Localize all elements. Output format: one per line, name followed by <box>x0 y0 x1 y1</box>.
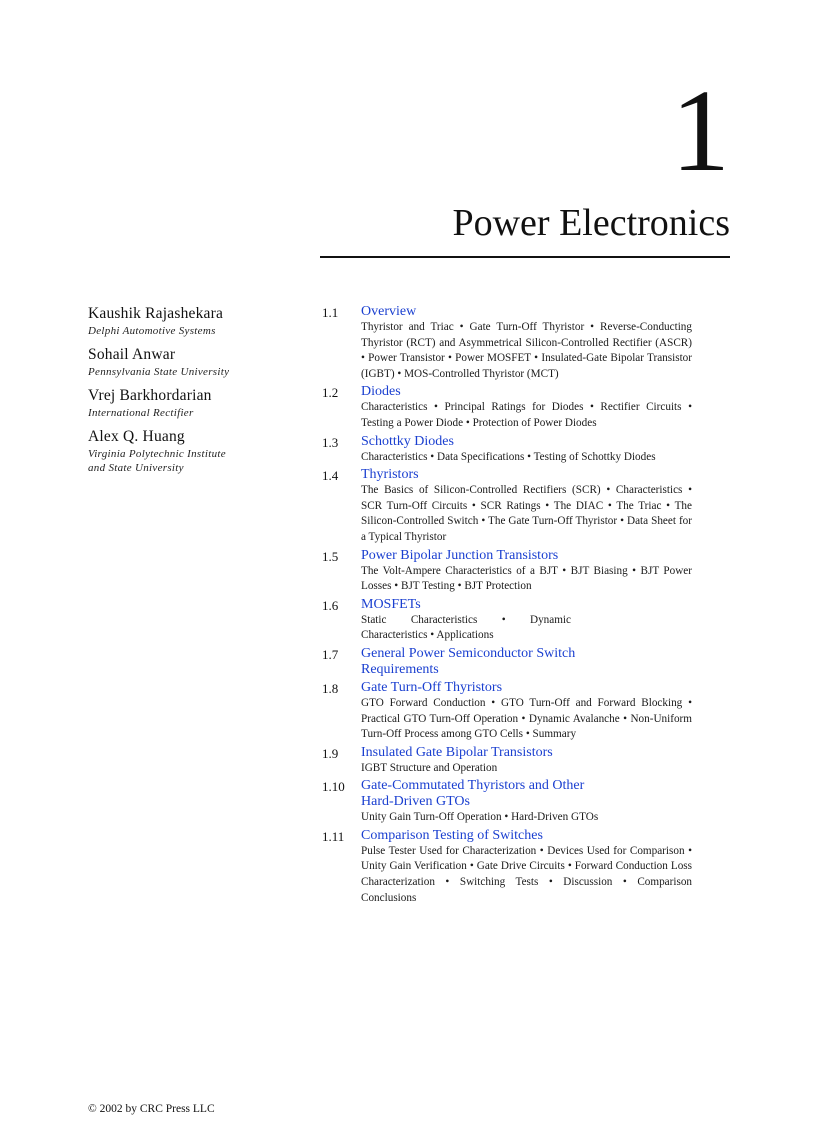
toc-topic: SCR Ratings <box>480 499 541 512</box>
toc-topic: BJT Testing <box>400 580 455 593</box>
toc-section-number: 1.3 <box>322 434 339 450</box>
toc-section-number: 1.8 <box>322 680 339 696</box>
toc-entry <box>322 597 692 644</box>
toc-topic: The Gate Turn-Off Thyristor <box>488 515 618 528</box>
toc-topic: Static Characteristics <box>361 613 478 626</box>
toc-topic: Unity Gain Verification <box>361 860 467 873</box>
toc-section-link[interactable]: Gate Turn-Off Thyristors <box>361 679 503 695</box>
toc-topic: Principal Ratings for Diodes <box>444 401 584 414</box>
toc-section-link[interactable]: Overview <box>361 304 417 319</box>
toc-section-link[interactable]: MOSFETs <box>361 596 421 612</box>
toc-topic: Devices Used for Comparison <box>547 844 685 857</box>
toc-topics: Pulse Tester Used for Characterization • Devices Used for Comparison • Unity Gain Verification • Gate Drive Circuits • Forward Conduction Loss Characterization • Switching Tests • Discussion • Comparison Conclusions <box>361 844 693 904</box>
toc-topic: GTO Turn-Off and Forward Blocking <box>501 696 683 709</box>
toc-entry <box>322 384 692 431</box>
author-affiliation <box>88 447 308 475</box>
toc-section-number: 1.5 <box>322 548 339 564</box>
toc-topic: Practical GTO Turn-Off Operation <box>361 712 519 725</box>
toc-entry <box>322 680 692 743</box>
toc-entry <box>322 745 692 777</box>
toc-section-link[interactable]: Diodes <box>361 384 401 400</box>
toc-entry <box>322 434 692 466</box>
toc-topics: The Volt-Ampere Characteristics of a BJT • BJT Biasing • BJT Power Losses • BJT Testing • BJT Protection <box>361 564 692 593</box>
toc-topic: Testing of Schottky Diodes <box>533 450 656 463</box>
toc-topics: Characteristics • Data Specifications • Testing of Schottky Diodes <box>361 450 656 463</box>
toc-section-link[interactable]: Insulated Gate Bipolar Transistors <box>361 744 553 760</box>
toc-topic: MOS-Controlled Thyristor (MCT) <box>404 367 559 380</box>
toc-topic: Characteristics <box>361 401 428 414</box>
toc-topic: SCR Turn-Off Circuits <box>361 499 468 512</box>
title-rule <box>320 256 730 258</box>
toc-topic: Power Transistor <box>368 352 445 365</box>
toc-topic: The DIAC <box>553 499 604 512</box>
toc-entry <box>322 548 692 595</box>
toc-topic: BJT Power Losses <box>361 564 692 593</box>
author-affiliation-line: and State University <box>88 462 184 474</box>
toc-topic: Hard-Driven GTOs <box>511 811 599 824</box>
author-name: Alex Q. Huang <box>88 428 185 445</box>
author <box>88 345 308 379</box>
toc-topic: Forward Conduction Loss Characterization <box>361 860 693 889</box>
toc-topics: Static Characteristics • Dynamic Characteristics • Applications <box>361 613 572 642</box>
toc-section-number: 1.2 <box>322 385 339 401</box>
toc-section-number: 1.11 <box>322 828 345 844</box>
toc-section-number: 1.6 <box>322 597 339 613</box>
toc-topic: The Basics of Silicon-Controlled Rectifiers (SCR) <box>361 484 601 497</box>
toc-topics: Unity Gain Turn-Off Operation • Hard-Driven GTOs <box>361 811 599 824</box>
author <box>88 427 308 475</box>
table-of-contents <box>322 304 692 908</box>
toc-topic: Reverse-Conducting Thyristor (RCT) and Asymmetrical Silicon-Controlled Rectifier (ASCR) <box>361 321 692 349</box>
toc-section-link[interactable]: Thyristors <box>361 467 419 483</box>
toc-topic: Non-Uniform Turn-Off Process among GTO Cells <box>361 712 692 741</box>
toc-topic: BJT Protection <box>464 580 532 593</box>
toc-topic: Protection of Power Diodes <box>472 416 597 429</box>
toc-title-line: Requirements <box>361 661 439 677</box>
toc-topic: Characteristics <box>615 484 683 497</box>
toc-topic: Rectifier Circuits <box>600 401 682 414</box>
toc-topic: Data Specifications <box>437 450 525 463</box>
author-affiliation: Pennsylvania State University <box>88 366 230 378</box>
toc-section-number: 1.9 <box>322 745 339 761</box>
copyright-notice: © 2002 by CRC Press LLC <box>88 1103 215 1115</box>
toc-section-link[interactable] <box>361 646 692 678</box>
toc-topic: Thyristor and Triac <box>361 321 454 333</box>
toc-entry <box>322 467 692 545</box>
toc-topics: Characteristics • Principal Ratings for Diodes • Rectifier Circuits • Testing a Power Diode • Protection of Power Diodes <box>361 401 692 429</box>
toc-title-line: Gate-Commutated Thyristors and Other <box>361 778 585 794</box>
toc-topic: The Volt-Ampere Characteristics of a BJT <box>361 564 558 577</box>
toc-topic: Testing a Power Diode <box>361 416 464 429</box>
toc-topics: The Basics of Silicon-Controlled Rectifiers (SCR) • Characteristics • SCR Turn-Off Circuits • SCR Ratings • The DIAC • The Triac • The Silicon-Controlled Switch • The Gate Turn-Off Thyristor • Data Sheet for a Typical Thyristor <box>361 484 692 543</box>
toc-topic: The Triac <box>616 499 662 512</box>
toc-topic: Pulse Tester Used for Characterization <box>361 844 537 857</box>
author <box>88 386 308 420</box>
toc-topic: BJT Biasing <box>570 564 628 577</box>
toc-topic: Data Sheet for a Typical Thyristor <box>361 515 692 543</box>
toc-section-link[interactable] <box>361 778 692 810</box>
toc-topic: Power MOSFET <box>455 352 531 365</box>
toc-topic: Comparison Conclusions <box>361 876 693 904</box>
author <box>88 304 308 338</box>
toc-title-line: General Power Semiconductor Switch <box>361 645 576 661</box>
toc-section-number: 1.10 <box>322 779 345 795</box>
toc-topic: Characteristics <box>361 450 428 463</box>
toc-topic: IGBT Structure and Operation <box>361 761 498 774</box>
toc-topic: Discussion <box>563 876 613 889</box>
toc-entry <box>322 778 692 826</box>
chapter-number: 1 <box>671 65 730 196</box>
author-name: Sohail Anwar <box>88 346 176 363</box>
toc-topic: Gate Drive Circuits <box>476 860 565 873</box>
author-affiliation: Delphi Automotive Systems <box>88 325 216 337</box>
toc-section-link[interactable]: Schottky Diodes <box>361 433 454 449</box>
toc-title-line: Hard-Driven GTOs <box>361 794 470 810</box>
author-affiliation-line: Virginia Polytechnic Institute <box>88 448 226 460</box>
toc-section-link[interactable]: Comparison Testing of Switches <box>361 827 543 843</box>
toc-section-number: 1.7 <box>322 646 339 662</box>
author-name: Vrej Barkhordarian <box>88 387 212 404</box>
author-affiliation: International Rectifier <box>88 407 194 419</box>
toc-topic: GTO Forward Conduction <box>361 696 486 709</box>
toc-topic: Gate Turn-Off Thyristor <box>469 321 585 333</box>
toc-section-number: 1.4 <box>322 468 339 484</box>
toc-entry <box>322 828 692 906</box>
toc-topics: Thyristor and Triac • Gate Turn-Off Thyristor • Reverse-Conducting Thyristor (RCT) and Asymmetrical Silicon-Controlled Rectifier (ASCR) • Power Transistor • Power MOSFET • Insulated-Gate Bipolar Transistor (IGBT) • MOS-Controlled Thyristor (MCT) <box>361 321 692 380</box>
toc-entry <box>322 304 692 382</box>
author-list <box>88 304 308 482</box>
toc-topic: Insulated-Gate Bipolar Transistor (IGBT) <box>361 352 692 380</box>
toc-topic: The Silicon-Controlled Switch <box>361 499 692 528</box>
toc-topic: Dynamic Avalanche <box>528 712 620 725</box>
toc-topic: Switching Tests <box>459 876 539 889</box>
toc-topic: Dynamic Characteristics <box>361 613 572 642</box>
toc-topic: Summary <box>532 728 577 741</box>
toc-topic: Applications <box>436 629 494 642</box>
toc-topics <box>361 761 692 777</box>
author-name: Kaushik Rajashekara <box>88 305 224 322</box>
toc-section-number: 1.1 <box>322 305 339 320</box>
toc-entry <box>322 646 692 678</box>
toc-section-link[interactable]: Power Bipolar Junction Transistors <box>361 547 559 563</box>
chapter-title: Power Electronics <box>452 202 730 244</box>
toc-topic: Unity Gain Turn-Off Operation <box>361 811 502 824</box>
toc-topics: GTO Forward Conduction • GTO Turn-Off and Forward Blocking • Practical GTO Turn-Off Operation • Dynamic Avalanche • Non-Uniform Turn-Off Process among GTO Cells • Summary <box>361 696 692 741</box>
